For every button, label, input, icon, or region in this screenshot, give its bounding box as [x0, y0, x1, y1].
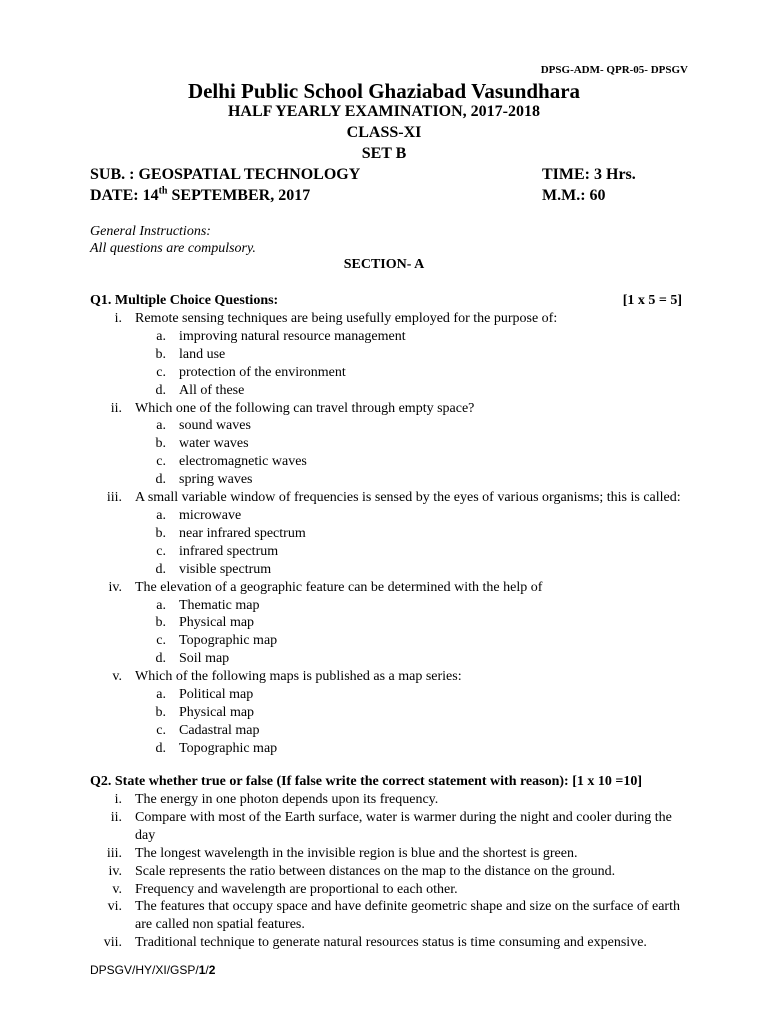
answer-option	[90, 561, 690, 579]
q2-title: Q2. State whether true or false (If false write the correct statement with reason): [1 x 10 =10]	[90, 774, 643, 789]
option-letter: b.	[155, 346, 166, 362]
answer-option	[90, 614, 690, 632]
statement-text: The energy in one photon depends upon its frequency.	[135, 792, 439, 807]
q1-title: Q1. Multiple Choice Questions:	[90, 293, 279, 308]
statement-text: Traditional technique to generate natural resources status is time consuming and expensive.	[135, 935, 647, 951]
set-label: SET B	[361, 145, 407, 162]
option-letter: b.	[155, 525, 166, 541]
answer-option	[90, 740, 690, 758]
statement-number: ii.	[110, 809, 122, 825]
date-label	[90, 186, 310, 206]
school-name: Delhi Public School Ghaziabad Vasundhara	[187, 79, 581, 103]
answer-option	[90, 507, 690, 525]
option-letter: c.	[156, 364, 166, 380]
statement-number: iii.	[106, 845, 122, 861]
time-label: TIME: 3 Hrs.	[542, 166, 636, 183]
statement-item	[90, 934, 690, 952]
q1-question-list	[90, 310, 690, 758]
answer-option	[90, 364, 690, 382]
max-marks-label: M.M.: 60	[542, 187, 606, 204]
option-letter: b.	[155, 615, 166, 631]
option-letter: a.	[156, 507, 166, 523]
option-text: electromagnetic waves	[179, 454, 307, 470]
option-letter: b.	[155, 704, 166, 720]
answer-option	[90, 453, 690, 471]
option-letter: c.	[156, 454, 166, 470]
subject-label: SUB. : GEOSPATIAL TECHNOLOGY	[90, 166, 361, 183]
answer-option	[90, 650, 690, 668]
option-text: infrared spectrum	[179, 543, 279, 559]
option-text: Physical map	[179, 615, 255, 631]
question-item	[90, 489, 690, 507]
footer-page: 1	[198, 963, 206, 977]
answer-option	[90, 686, 690, 704]
statement-text: Frequency and wavelength are proportional to each other.	[135, 881, 458, 897]
statement-item	[90, 881, 690, 899]
statement-item	[90, 863, 690, 881]
option-text: sound waves	[179, 418, 251, 434]
option-text: All of these	[179, 382, 245, 398]
question-number: i.	[114, 311, 122, 326]
exam-title: HALF YEARLY EXAMINATION, 2017-2018	[227, 103, 540, 120]
footer-code: DPSGV/HY/XI/GSP/	[90, 963, 199, 977]
option-letter: d.	[155, 651, 166, 667]
question-number: ii.	[110, 400, 122, 416]
question-item	[90, 400, 690, 418]
option-letter: d.	[155, 382, 166, 398]
option-text: Topographic map	[179, 633, 278, 649]
question-text: The elevation of a geographic feature can be determined with the help of	[135, 579, 543, 595]
option-letter: a.	[156, 328, 166, 344]
question-item	[90, 579, 690, 597]
question-number: v.	[112, 669, 122, 685]
question-text: Remote sensing techniques are being usefully employed for the purpose of:	[135, 311, 558, 326]
option-text: improving natural resource management	[179, 328, 406, 344]
answer-option	[90, 632, 690, 650]
option-text: spring waves	[179, 472, 253, 488]
answer-option	[90, 543, 690, 561]
instructions-title: General Instructions:	[90, 224, 211, 239]
option-letter: b.	[155, 436, 166, 452]
option-letter: c.	[156, 543, 166, 559]
footer-total: 2	[208, 963, 216, 977]
option-letter: a.	[156, 597, 166, 613]
question-text: Which of the following maps is published as a map series:	[135, 669, 462, 685]
option-text: Cadastral map	[179, 722, 260, 738]
statement-number: i.	[114, 792, 122, 807]
question-text: Which one of the following can travel through empty space?	[135, 400, 475, 416]
option-text: microwave	[179, 507, 242, 523]
q1-heading	[90, 292, 682, 310]
q2-statement-list	[90, 791, 690, 952]
question-item	[90, 668, 690, 686]
answer-option	[90, 471, 690, 489]
question-number: iii.	[106, 490, 122, 506]
statement-text: Compare with most of the Earth surface, water is warmer during the night and cooler during the day	[135, 809, 672, 843]
option-text: near infrared spectrum	[179, 525, 306, 541]
option-text: land use	[179, 346, 226, 362]
section-heading: SECTION- A	[343, 257, 425, 272]
date-prefix: DATE: 14	[90, 187, 159, 204]
option-text: protection of the environment	[179, 364, 346, 380]
class-label: CLASS-XI	[346, 124, 422, 141]
statement-item	[90, 791, 690, 809]
statement-number: vi.	[107, 899, 122, 915]
option-letter: c.	[156, 633, 166, 649]
option-letter: c.	[156, 722, 166, 738]
option-letter: d.	[155, 561, 166, 577]
answer-option	[90, 346, 690, 364]
question-number: iv.	[108, 579, 122, 595]
statement-item	[90, 845, 690, 863]
date-suffix: SEPTEMBER, 2017	[167, 187, 311, 204]
statement-text: Scale represents the ratio between distances on the map to the distance on the ground.	[135, 863, 616, 879]
q2-heading	[90, 773, 682, 791]
page-footer	[90, 963, 215, 977]
option-letter: d.	[155, 740, 166, 756]
answer-option	[90, 722, 690, 740]
option-text: Soil map	[179, 651, 230, 667]
option-letter: a.	[156, 687, 166, 703]
option-text: water waves	[179, 436, 249, 452]
option-letter: a.	[156, 418, 166, 434]
instructions-text: All questions are compulsory.	[90, 241, 256, 256]
option-letter: d.	[155, 472, 166, 488]
statement-number: v.	[112, 881, 122, 897]
question-item	[90, 310, 690, 328]
answer-option	[90, 382, 690, 400]
answer-option	[90, 328, 690, 346]
answer-option	[90, 435, 690, 453]
date-superscript: th	[158, 185, 168, 197]
answer-option	[90, 597, 690, 615]
option-text: Physical map	[179, 704, 255, 720]
option-text: Thematic map	[179, 597, 260, 613]
statement-item	[90, 809, 690, 845]
option-text: visible spectrum	[179, 561, 272, 577]
statement-number: vii.	[103, 935, 122, 951]
document-code: DPSG-ADM- QPR-05- DPSGV	[540, 64, 688, 76]
option-text: Political map	[179, 687, 254, 703]
statement-item	[90, 898, 690, 934]
question-text: A small variable window of frequencies is sensed by the eyes of various organisms; this is called:	[135, 490, 681, 506]
statement-number: iv.	[108, 863, 122, 879]
statement-text: The features that occupy space and have definite geometric shape and size on the surface of earth are called non spatial features.	[135, 899, 680, 933]
statement-text: The longest wavelength in the invisible region is blue and the shortest is green.	[135, 845, 578, 861]
answer-option	[90, 704, 690, 722]
option-text: Topographic map	[179, 740, 278, 756]
answer-option	[90, 525, 690, 543]
answer-option	[90, 417, 690, 435]
q1-marks: [1 x 5 = 5]	[622, 293, 682, 308]
footer-separator: /	[205, 963, 209, 977]
